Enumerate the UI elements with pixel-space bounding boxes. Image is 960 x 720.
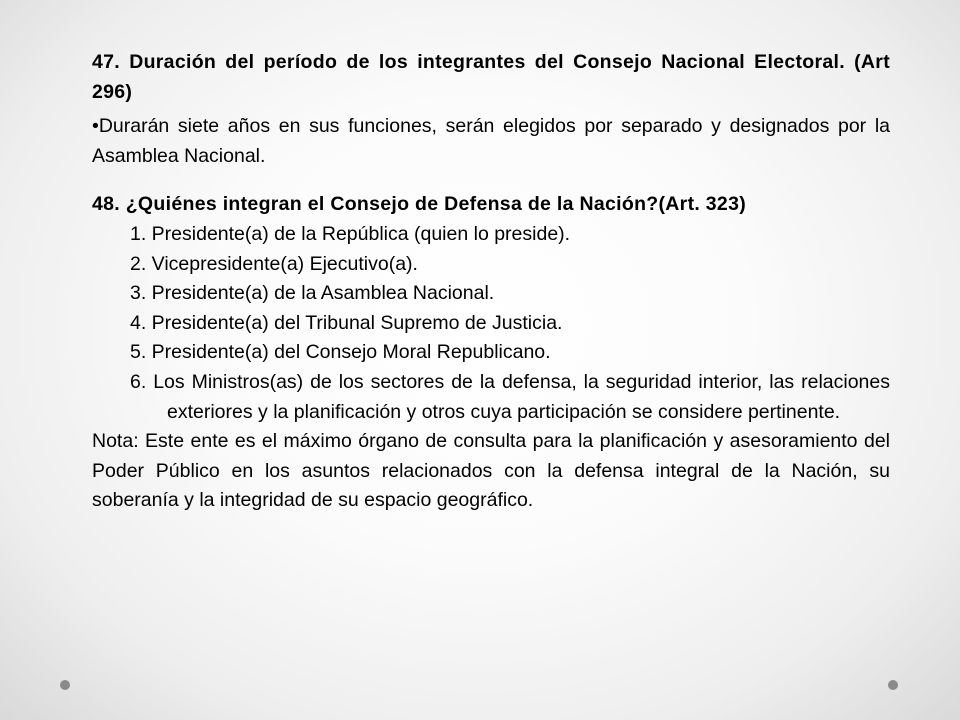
decorative-dot-left (60, 680, 70, 690)
list-item: 2. Vicepresidente(a) Ejecutivo(a). (130, 252, 418, 275)
note-paragraph: Nota: Este ente es el máximo órgano de consulta para la planificación y asesoramiento del Poder Público en los asuntos relacionados con la defensa integral de la Nación, su soberanía y la integridad de su espacio geográfico. (92, 430, 890, 512)
list-item: 1. Presidente(a) de la República (quien lo preside). (130, 222, 571, 245)
section-48-heading: 48. ¿Quiénes integran el Consejo de Defensa de la Nación?(Art. 323) (92, 193, 747, 216)
list-item: 6. Los Ministros(as) de los sectores de la defensa, la seguridad interior, las relaciones exteriores y la planificación y otros cuya participación se considere pertinente. (130, 370, 890, 423)
section-47-heading: 47. Duración del período de los integrantes del Consejo Nacional Electoral. (Art 296) (92, 51, 890, 103)
list-item: 3. Presidente(a) de la Asamblea Nacional. (130, 282, 495, 305)
decorative-dot-right (888, 680, 898, 690)
list-item: 5. Presidente(a) del Consejo Moral Republicano. (130, 341, 551, 364)
slide-content (92, 48, 890, 516)
list-item: 4. Presidente(a) del Tribunal Supremo de Justicia. (130, 311, 563, 334)
section-47-body: •Durarán siete años en sus funciones, serán elegidos por separado y designados por la Asamblea Nacional. (92, 115, 890, 167)
